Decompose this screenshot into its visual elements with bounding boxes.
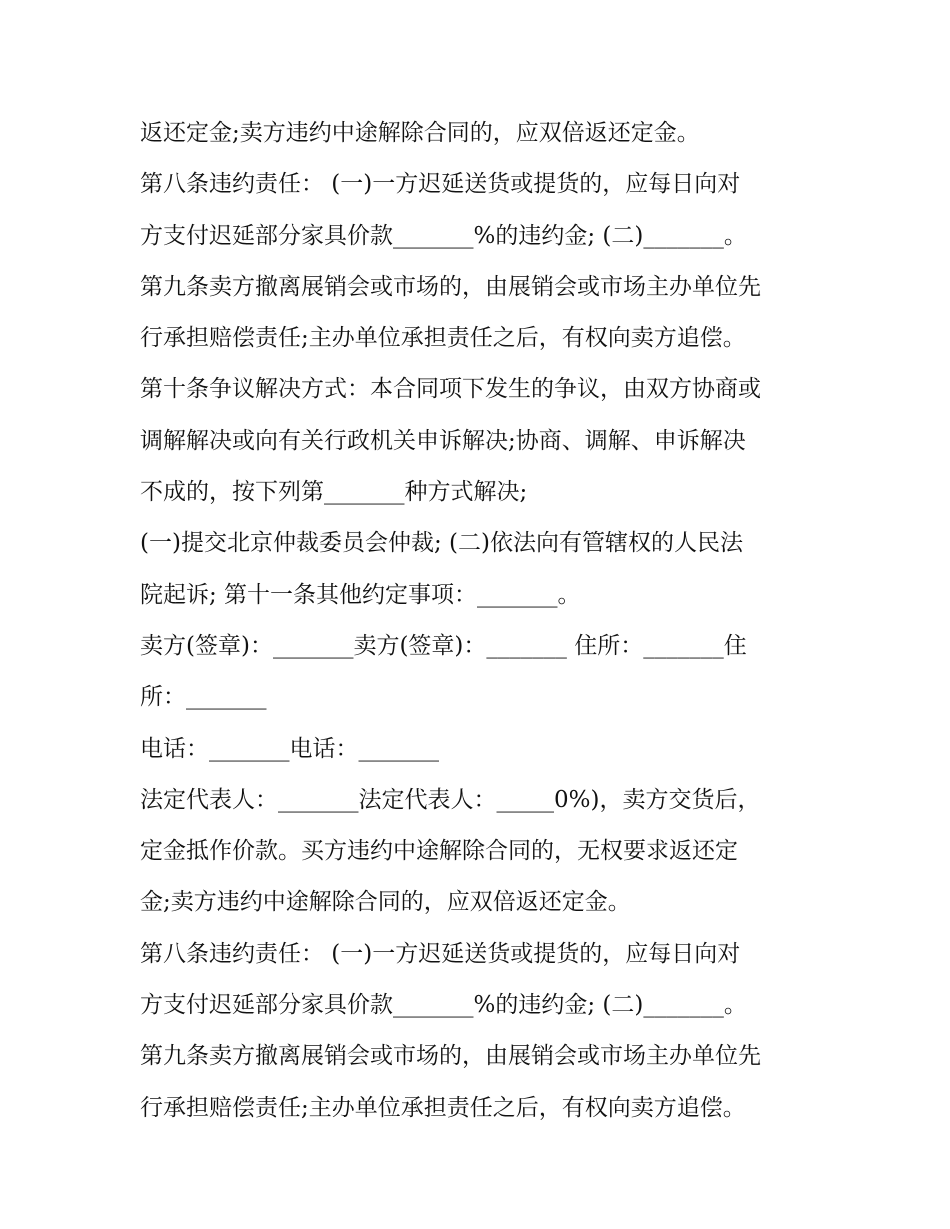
text-line: 行承担赔偿责任;主办单位承担责任之后，有权向卖方追偿。 — [140, 1094, 746, 1121]
text-line: 第八条违约责任： (一)一方迟延送货或提货的，应每日向对 — [140, 940, 741, 967]
text-line: 调解解决或向有关行政机关申诉解决;协商、调解、申诉解决 — [140, 427, 746, 454]
text-line: 电话：_______电话：_______ — [140, 735, 439, 762]
text-line: 金;卖方违约中途解除合同的，应双倍返还定金。 — [140, 889, 631, 916]
text-line: 第九条卖方撤离展销会或市场的，由展销会或市场主办单位先 — [140, 1043, 761, 1070]
text-line: 卖方(签章)：_______卖方(签章)：_______ 住所：_______住 — [140, 632, 747, 659]
text-line: 所：_______ — [140, 684, 267, 711]
text-line: (一)提交北京仲裁委员会仲裁; (二)依法向有管辖权的人民法 — [140, 530, 743, 557]
text-line: 方支付迟延部分家具价款_______%的违约金; (二)_______。 — [140, 992, 747, 1019]
text-line: 第九条卖方撤离展销会或市场的，由展销会或市场主办单位先 — [140, 273, 761, 300]
text-line: 院起诉; 第十一条其他约定事项：_______。 — [140, 581, 581, 608]
text-line: 不成的，按下列第_______种方式解决; — [140, 479, 528, 506]
text-line: 第八条违约责任： (一)一方迟延送货或提货的，应每日向对 — [140, 171, 741, 198]
contract-text — [140, 108, 820, 1134]
text-line: 行承担赔偿责任;主办单位承担责任之后，有权向卖方追偿。 — [140, 325, 746, 352]
text-line: 法定代表人：_______法定代表人：_____0%)，卖方交货后， — [140, 786, 761, 813]
text-line: 定金抵作价款。买方违约中途解除合同的，无权要求返还定 — [140, 838, 738, 865]
text-line: 第十条争议解决方式：本合同项下发生的争议，由双方协商或 — [140, 376, 761, 403]
text-line: 方支付迟延部分家具价款_______%的违约金; (二)_______。 — [140, 222, 747, 249]
text-line: 返还定金;卖方违约中途解除合同的，应双倍返还定金。 — [140, 120, 700, 146]
